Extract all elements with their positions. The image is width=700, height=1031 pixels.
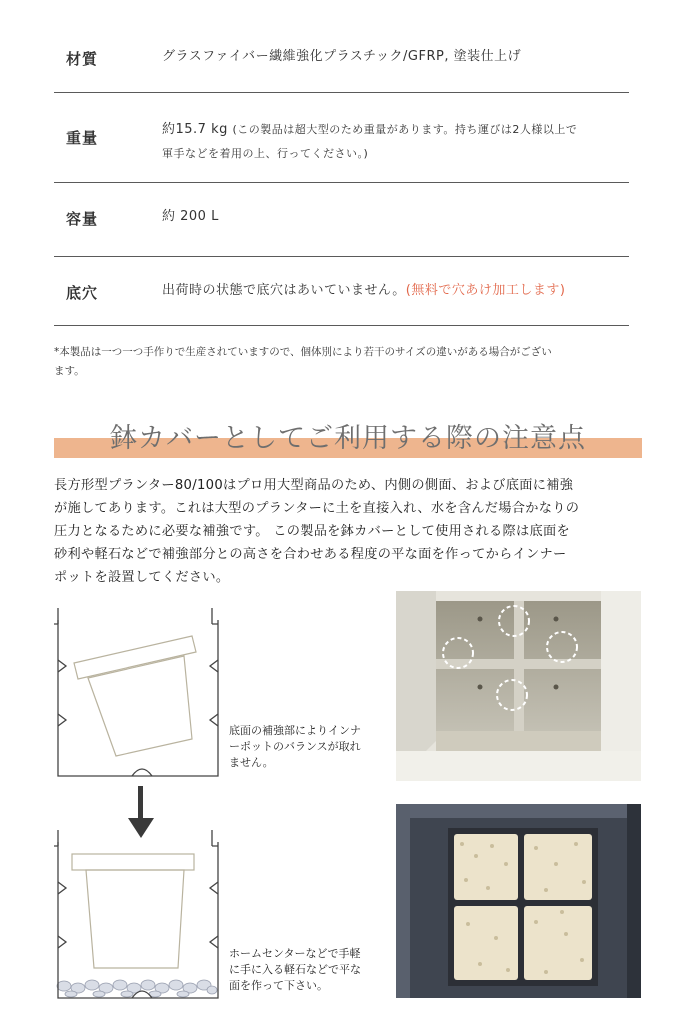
spec-value-main: 約15.7 kg: [162, 122, 228, 137]
caption-line: ーポットのバランスが取れ: [229, 740, 361, 753]
caption-2: [229, 946, 361, 994]
spec-note: (この製品は超大型のため重量があります。持ち運びは2人様以上で: [232, 123, 578, 136]
photo-planter-stones: [396, 804, 641, 998]
spec-row-drain-hole: [54, 278, 629, 308]
caption-1: [229, 723, 361, 771]
divider: [54, 182, 629, 183]
divider: [54, 92, 629, 93]
caption-line: 底面の補強部によりインナ: [229, 724, 361, 737]
spec-label: 容量: [66, 210, 99, 228]
divider: [54, 256, 629, 257]
section-heading: 鉢カバーとしてご利用する際の注意点: [110, 423, 586, 454]
spec-row-weight: [54, 116, 629, 172]
body-line: 長方形型プランター80/100はプロ用大型商品のため、内側の側面、および底面に補強: [54, 478, 574, 493]
caption-line: 面を作って下さい。: [229, 979, 328, 992]
body-line: ポットを設置してください。: [54, 570, 230, 585]
body-line: 圧力となるために必要な補強です。 この製品を鉢カバーとして使用される際は底面を: [54, 524, 570, 539]
diagram-level-pot: [52, 828, 224, 1000]
level-pot-icon: [72, 854, 194, 968]
spec-value-main: 出荷時の状態で底穴はあいていません。: [162, 283, 406, 298]
spec-value: グラスファイバー繊維強化プラスチック/GFRP, 塗装仕上げ: [162, 49, 522, 64]
spec-value: [162, 118, 577, 142]
footnote: [54, 343, 644, 381]
body-line: 砂利や軽石などで補強部分との高さを合わせある程度の平な面を作ってからインナー: [54, 547, 567, 562]
footnote-line: *本製品は一つ一つ手作りで生産されていますので、個体別により若干のサイズの違いがある場合がござい: [54, 346, 552, 358]
caption-line: ホームセンターなどで手軽: [229, 947, 361, 960]
spec-label: 重量: [66, 129, 99, 147]
tilted-pot-icon: [74, 636, 196, 756]
stones-icon: [57, 980, 217, 997]
photo-planter-interior: [396, 591, 641, 781]
footnote-line: ます。: [54, 365, 85, 377]
spec-label: 底穴: [66, 284, 99, 302]
divider: [54, 325, 629, 326]
spec-value: [162, 279, 565, 303]
section-body: [54, 474, 654, 589]
caption-line: ません。: [229, 756, 274, 769]
caption-line: に手に入る軽石などで平な: [229, 963, 361, 976]
spec-label: 材質: [66, 50, 99, 68]
spec-value: 約 200 L: [162, 209, 219, 224]
body-line: が施してあります。これは大型のプランターに土を直接入れ、水を含んだ場合かなりの: [54, 501, 580, 516]
spec-row-material: [54, 44, 629, 74]
spec-row-capacity: [54, 204, 629, 234]
diagram-tilted-pot: [52, 606, 224, 782]
spec-accent-note: (無料で穴あけ加工します): [405, 283, 566, 298]
spec-note: 軍手などを着用の上、行ってください。): [162, 147, 369, 160]
